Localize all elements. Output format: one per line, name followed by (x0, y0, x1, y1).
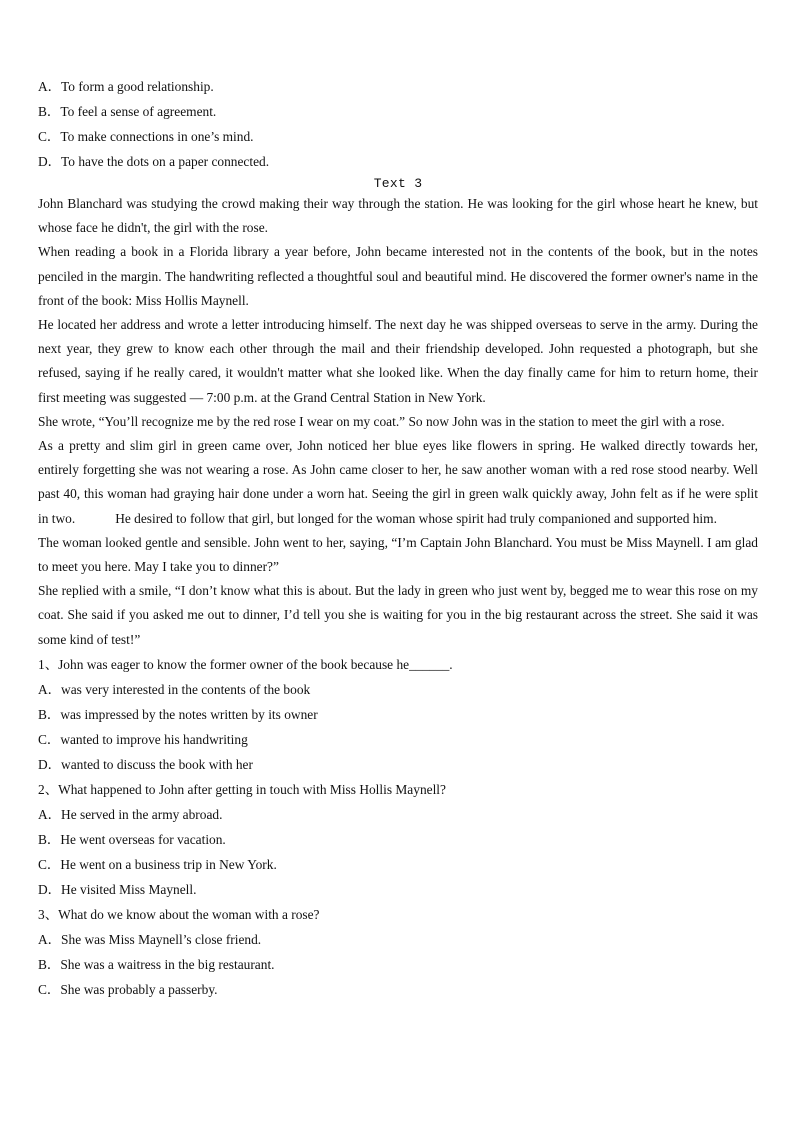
option-d: D．To have the dots on a paper connected. (38, 154, 270, 169)
question-3 (38, 902, 758, 1002)
option-c: C．He went on a business trip in New York. (38, 856, 277, 872)
option-b: B．He went overseas for vacation. (38, 831, 226, 847)
option-a: A．To form a good relationship. (38, 79, 214, 94)
passage-paragraph-3: He located her address and wrote a letter introducing himself. The next day he was shipped overseas to serve in the army. During the next year, they grew to know each other through the mail and their friendship developed. John requested a photograph, but she refused, saying if he really cared, it wouldn't matter what she looked like. When the day finally came for him to return home, their first meeting was suggested — 7:00 p.m. at the Grand Central Station in New York. (38, 317, 758, 405)
option-d: D．He visited Miss Maynell. (38, 881, 197, 897)
question-stem: 1、John was eager to know the former owner of the book because he______. (38, 656, 453, 672)
passage-paragraph-5-text: As a pretty and slim girl in green came over, John noticed her blue eyes like flowers in spring. He walked directly towards her, entirely forgetting she was not wearing a rose. As John came closer to her, he saw another woman with a red rose stood nearby. Well past 40, this woman had graying hair done under a worn hat. Seeing the girl in green walk quickly away, John felt as if he were split in two. (38, 438, 758, 526)
option-c: C．wanted to improve his handwriting (38, 731, 248, 747)
previous-question-options (38, 74, 758, 174)
option-c: C．She was probably a passerby. (38, 981, 218, 997)
question-2 (38, 777, 758, 902)
passage-paragraph-5 (38, 434, 758, 531)
text-title: Text 3 (373, 176, 423, 191)
passage-paragraph-1: John Blanchard was studying the crowd making their way through the station. He was looking for the girl whose heart he knew, but whose face he didn't, the girl with the rose. (38, 196, 758, 236)
option-d: D．wanted to discuss the book with her (38, 756, 253, 772)
question-stem: 2、What happened to John after getting in touch with Miss Hollis Maynell? (38, 781, 446, 797)
passage-paragraph-6: The woman looked gentle and sensible. John went to her, saying, “I’m Captain John Blanchard. You must be Miss Maynell. I am glad to meet you here. May I take you to dinner?” (38, 534, 758, 575)
option-c: C．To make connections in one’s mind. (38, 129, 254, 144)
passage-paragraph-2: When reading a book in a Florida library a year before, John became interested not in the contents of the book, but in the notes penciled in the margin. The handwriting reflected a thoughtful soul and beautiful mind. He discovered the former owner's name in the front of the book: Miss Hollis Maynell. (38, 244, 758, 308)
option-a: A．She was Miss Maynell’s close friend. (38, 931, 262, 947)
option-b: B．She was a waitress in the big restaurant. (38, 956, 275, 972)
passage-paragraph-5-continuation: He desired to follow that girl, but longed for the woman whose spirit had truly companioned and supported him. (115, 510, 717, 526)
passage-paragraph-7: She replied with a smile, “I don’t know what this is about. But the lady in green who just went by, begged me to wear this rose on my coat. She said if you asked me out to dinner, I’d tell you she is waiting for you in the big restaurant across the street. She said it was some kind of test!” (38, 583, 758, 647)
option-b: B．To feel a sense of agreement. (38, 104, 217, 119)
passage-paragraph-4: She wrote, “You’ll recognize me by the red rose I wear on my coat.” So now John was in the station to meet the girl with a rose. (38, 413, 725, 429)
question-1 (38, 652, 758, 777)
option-a: A．was very interested in the contents of the book (38, 681, 311, 697)
passage (38, 192, 758, 652)
document-page (38, 74, 758, 1002)
question-stem: 3、What do we know about the woman with a rose? (38, 906, 320, 922)
option-b: B．was impressed by the notes written by its owner (38, 706, 318, 722)
option-a: A．He served in the army abroad. (38, 806, 223, 822)
